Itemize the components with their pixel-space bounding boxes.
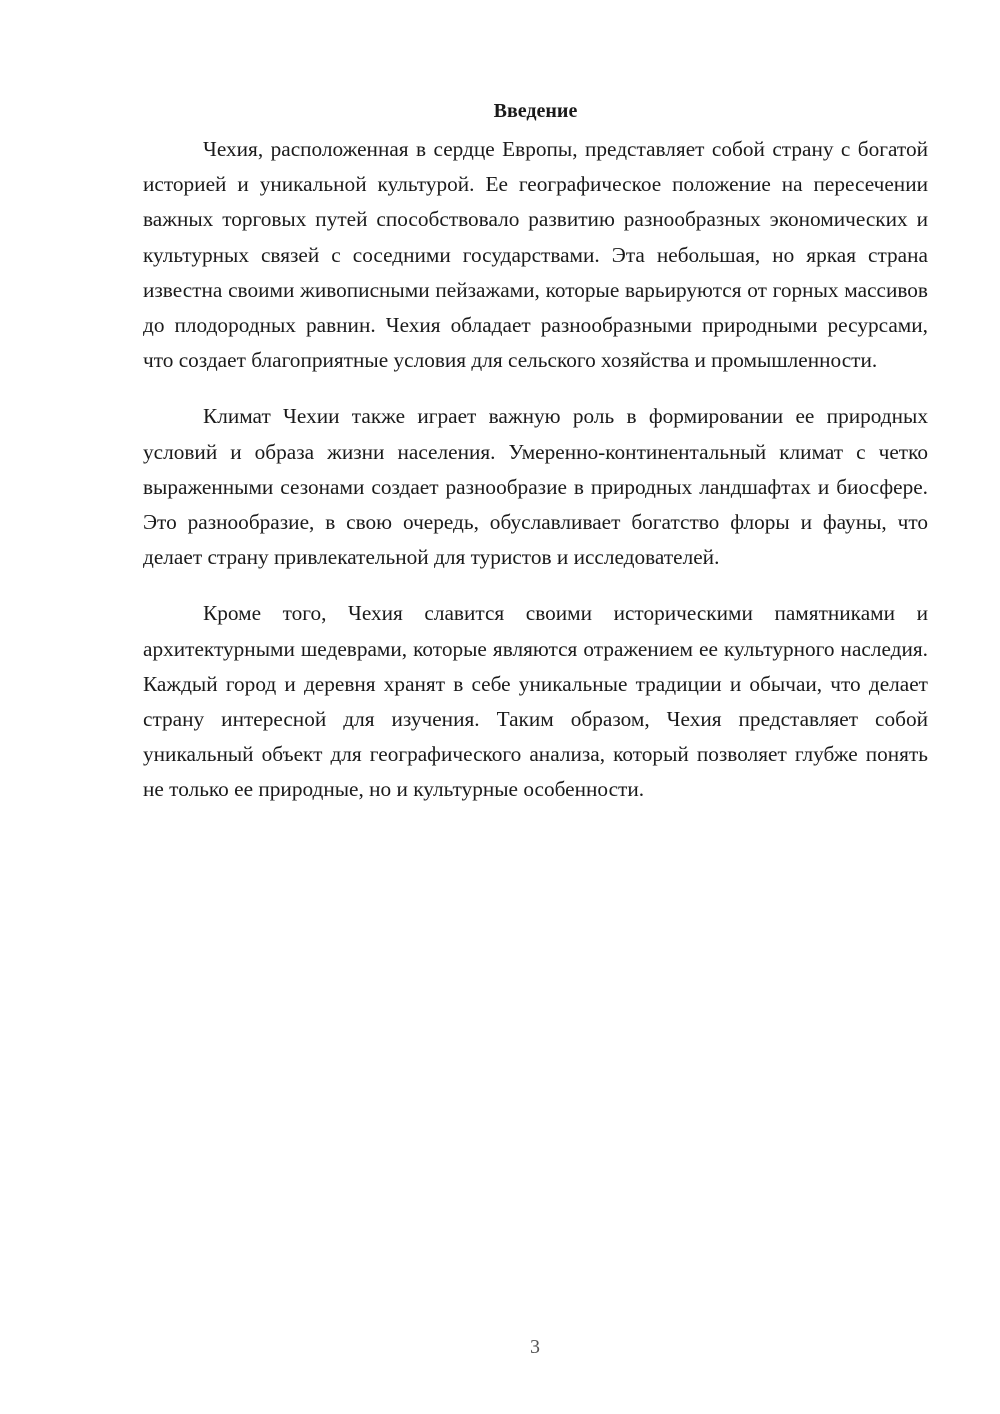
paragraph-intro: Чехия, расположенная в сердце Европы, представляет собой страну с богатой историей и уникальной культурой. Ее географическое положение на пересечении важных торговых путей способствовало развитию разнообразных экономических и культурных связей с соседними государствами. Эта небольшая, но яркая страна известна своими живописными пейзажами, которые варьируются от горных массивов до плодородных равнин. Чехия обладает разнообразными природными ресурсами, что создает благоприятные условия для сельского хозяйства и промышленности. bbox=[143, 137, 928, 373]
page-number: 3 bbox=[530, 1336, 540, 1358]
page-content bbox=[143, 96, 928, 829]
section-heading: Введение bbox=[493, 100, 578, 122]
paragraph-heritage: Кроме того, Чехия славится своими историческими памятниками и архитектурными шедеврами, которые являются отражением ее культурного наследия. Каждый город и деревня хранят в себе уникальные традиции и обычаи, что делает страну интересной для изучения. Таким образом, Чехия представляет собой уникальный объект для географического анализа, который позволяет глубже понять не только ее природные, но и культурные особенности. bbox=[143, 601, 928, 802]
paragraph-climate: Климат Чехии также играет важную роль в формировании ее природных условий и образа жизни населения. Умеренно-континентальный климат с четко выраженными сезонами создает разнообразие в природных ландшафтах и биосфере. Это разнообразие, в свою очередь, обуславливает богатство флоры и фауны, что делает страну привлекательной для туристов и исследователей. bbox=[143, 404, 928, 570]
